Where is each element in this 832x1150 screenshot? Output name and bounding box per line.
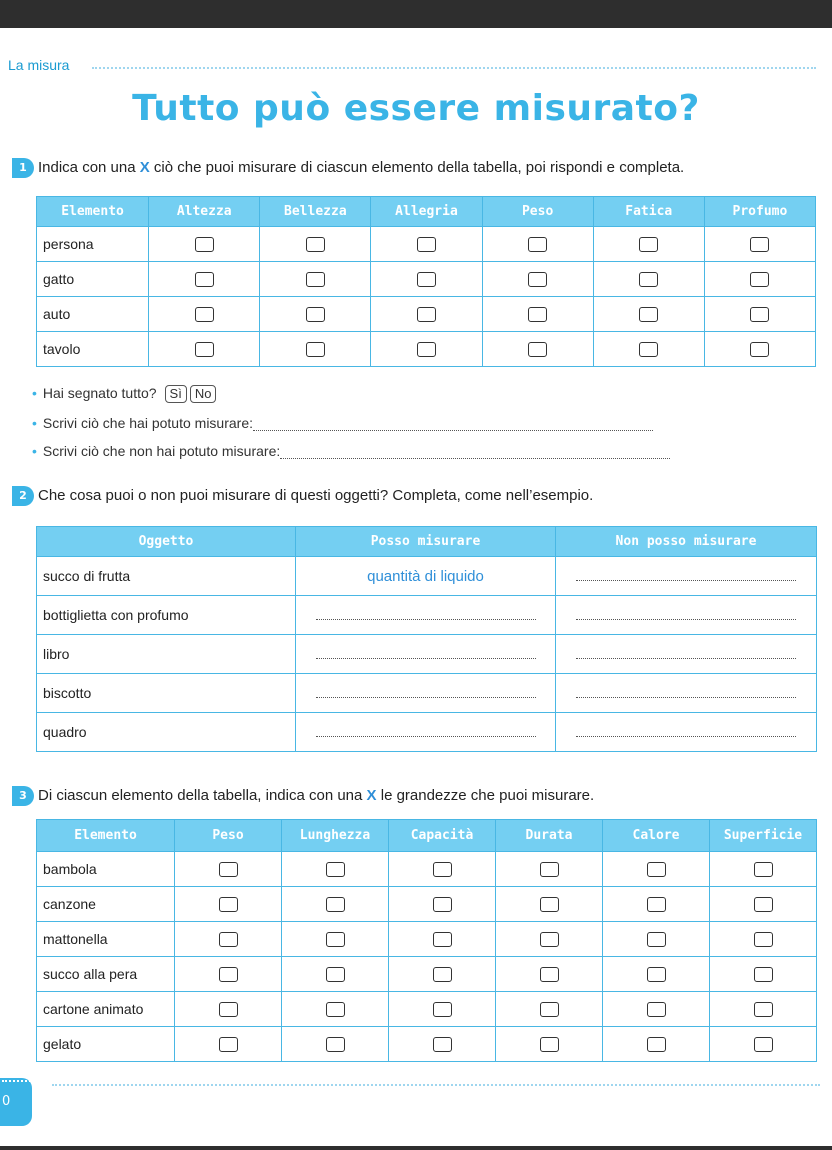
footer-divider bbox=[52, 1084, 820, 1086]
checkbox-cell bbox=[603, 1027, 710, 1062]
checkbox[interactable] bbox=[195, 307, 214, 322]
checkbox[interactable] bbox=[306, 342, 325, 357]
checkbox-cell bbox=[710, 957, 817, 992]
section-divider bbox=[92, 67, 816, 69]
checkbox-cell bbox=[710, 922, 817, 957]
column-header: Calore bbox=[603, 820, 710, 852]
checkbox-cell bbox=[496, 887, 603, 922]
checkbox[interactable] bbox=[540, 967, 559, 982]
checkbox-cell bbox=[149, 332, 260, 367]
checkbox[interactable] bbox=[754, 967, 773, 982]
checkbox-cell bbox=[175, 992, 282, 1027]
checkbox[interactable] bbox=[326, 1002, 345, 1017]
checkbox[interactable] bbox=[417, 237, 436, 252]
checkbox[interactable] bbox=[639, 342, 658, 357]
checkbox-cell bbox=[175, 852, 282, 887]
row-label: cartone animato bbox=[37, 992, 175, 1027]
checkbox-cell bbox=[149, 297, 260, 332]
checkbox[interactable] bbox=[433, 932, 452, 947]
checkbox-cell bbox=[496, 1027, 603, 1062]
checkbox[interactable] bbox=[647, 967, 666, 982]
table-row bbox=[37, 922, 817, 957]
answer-cell[interactable] bbox=[296, 635, 556, 674]
table-row bbox=[37, 887, 817, 922]
checkbox-cell bbox=[371, 227, 482, 262]
object-name: biscotto bbox=[37, 674, 296, 713]
checkbox-cell bbox=[593, 262, 704, 297]
checkbox-cell bbox=[710, 887, 817, 922]
checkbox[interactable] bbox=[219, 897, 238, 912]
object-name: quadro bbox=[37, 713, 296, 752]
column-header: Elemento bbox=[37, 197, 149, 227]
example-answer bbox=[296, 557, 556, 596]
answer-cell[interactable] bbox=[556, 635, 817, 674]
table-row bbox=[37, 297, 816, 332]
yes-option[interactable]: Sì bbox=[165, 385, 187, 403]
checkbox[interactable] bbox=[306, 307, 325, 322]
checkbox[interactable] bbox=[639, 307, 658, 322]
top-bar bbox=[0, 0, 832, 28]
checkbox[interactable] bbox=[754, 932, 773, 947]
column-header: Capacità bbox=[389, 820, 496, 852]
column-header: Peso bbox=[482, 197, 593, 227]
checkbox[interactable] bbox=[433, 967, 452, 982]
checkbox[interactable] bbox=[540, 1002, 559, 1017]
checkbox-cell bbox=[704, 262, 815, 297]
column-header: Allegria bbox=[371, 197, 482, 227]
answer-line[interactable] bbox=[576, 650, 796, 659]
exercise-3-table bbox=[36, 819, 817, 1062]
table-row bbox=[37, 332, 816, 367]
page-number-tab: 0 bbox=[0, 1078, 32, 1126]
answer-line[interactable] bbox=[253, 420, 653, 431]
table-row bbox=[37, 957, 817, 992]
checkbox-cell bbox=[282, 992, 389, 1027]
row-label: gelato bbox=[37, 1027, 175, 1062]
checkbox[interactable] bbox=[528, 272, 547, 287]
answer-line[interactable] bbox=[316, 728, 536, 737]
checkbox[interactable] bbox=[219, 862, 238, 877]
column-header: Superficie bbox=[710, 820, 817, 852]
checkbox[interactable] bbox=[326, 862, 345, 877]
checkbox-cell bbox=[593, 297, 704, 332]
checkbox[interactable] bbox=[528, 307, 547, 322]
checkbox[interactable] bbox=[639, 237, 658, 252]
checkbox-cell bbox=[260, 262, 371, 297]
checkbox[interactable] bbox=[540, 897, 559, 912]
checkbox-cell bbox=[389, 852, 496, 887]
checkbox[interactable] bbox=[540, 1037, 559, 1052]
row-label: auto bbox=[37, 297, 149, 332]
exercise-2-instruction: Che cosa puoi o non puoi misurare di questi oggetti? Completa, come nell’esempio. bbox=[38, 487, 594, 504]
checkbox-cell bbox=[282, 957, 389, 992]
answer-line[interactable] bbox=[316, 689, 536, 698]
page-title: Tutto può essere misurato? bbox=[132, 88, 700, 129]
checkbox[interactable] bbox=[219, 967, 238, 982]
answer-line[interactable] bbox=[576, 572, 796, 581]
section-label: La misura bbox=[8, 57, 70, 73]
checkbox[interactable] bbox=[647, 1037, 666, 1052]
table-row bbox=[37, 557, 817, 596]
row-label: succo alla pera bbox=[37, 957, 175, 992]
checkbox[interactable] bbox=[326, 897, 345, 912]
checkbox[interactable] bbox=[306, 237, 325, 252]
checkbox[interactable] bbox=[750, 272, 769, 287]
checkbox-cell bbox=[282, 852, 389, 887]
footer-tab-dots bbox=[2, 1080, 50, 1082]
checkbox-cell bbox=[260, 227, 371, 262]
checkbox-cell bbox=[260, 297, 371, 332]
object-name: libro bbox=[37, 635, 296, 674]
table-row bbox=[37, 262, 816, 297]
checkbox-cell bbox=[704, 297, 815, 332]
checkbox-cell bbox=[282, 887, 389, 922]
table-row bbox=[37, 713, 817, 752]
bottom-bar bbox=[0, 1146, 832, 1150]
answer-cell[interactable] bbox=[556, 713, 817, 752]
answer-cell[interactable] bbox=[296, 713, 556, 752]
checkbox-cell bbox=[175, 957, 282, 992]
x-mark: X bbox=[366, 787, 377, 804]
checkbox-cell bbox=[482, 227, 593, 262]
column-header: Fatica bbox=[593, 197, 704, 227]
checkbox[interactable] bbox=[219, 1037, 238, 1052]
checkbox[interactable] bbox=[647, 862, 666, 877]
column-header: Lunghezza bbox=[282, 820, 389, 852]
checkbox-cell bbox=[389, 1027, 496, 1062]
checkbox-cell bbox=[149, 262, 260, 297]
row-label: canzone bbox=[37, 887, 175, 922]
checkbox-cell bbox=[175, 1027, 282, 1062]
checkbox[interactable] bbox=[754, 1037, 773, 1052]
question-misurare: • Scrivi ciò che hai potuto misurare: bbox=[32, 415, 653, 431]
question-segnato: • Hai segnato tutto? Sì No bbox=[32, 385, 216, 403]
row-label: tavolo bbox=[37, 332, 149, 367]
row-label: bambola bbox=[37, 852, 175, 887]
checkbox[interactable] bbox=[528, 237, 547, 252]
checkbox-cell bbox=[260, 332, 371, 367]
example-answer-text: quantità di liquido bbox=[367, 567, 484, 585]
checkbox-cell bbox=[175, 922, 282, 957]
checkbox[interactable] bbox=[433, 1002, 452, 1017]
checkbox-cell bbox=[282, 922, 389, 957]
checkbox[interactable] bbox=[540, 932, 559, 947]
exercise-2-table bbox=[36, 526, 817, 752]
checkbox[interactable] bbox=[417, 272, 436, 287]
checkbox-cell bbox=[496, 852, 603, 887]
answer-cell[interactable] bbox=[556, 557, 817, 596]
table-row bbox=[37, 852, 817, 887]
checkbox[interactable] bbox=[754, 897, 773, 912]
checkbox-cell bbox=[603, 957, 710, 992]
checkbox-cell bbox=[603, 887, 710, 922]
table-row bbox=[37, 596, 817, 635]
checkbox[interactable] bbox=[754, 1002, 773, 1017]
checkbox[interactable] bbox=[647, 897, 666, 912]
checkbox[interactable] bbox=[417, 342, 436, 357]
checkbox-cell bbox=[175, 887, 282, 922]
checkbox[interactable] bbox=[326, 932, 345, 947]
checkbox-cell bbox=[482, 297, 593, 332]
column-header: Altezza bbox=[149, 197, 260, 227]
checkbox[interactable] bbox=[528, 342, 547, 357]
checkbox-cell bbox=[593, 227, 704, 262]
answer-line[interactable] bbox=[316, 650, 536, 659]
checkbox-cell bbox=[389, 992, 496, 1027]
checkbox-cell bbox=[496, 922, 603, 957]
checkbox[interactable] bbox=[754, 862, 773, 877]
checkbox-cell bbox=[704, 227, 815, 262]
checkbox[interactable] bbox=[433, 1037, 452, 1052]
question-non-misurare: • Scrivi ciò che non hai potuto misurare: bbox=[32, 443, 670, 459]
checkbox[interactable] bbox=[417, 307, 436, 322]
checkbox[interactable] bbox=[195, 237, 214, 252]
checkbox-cell bbox=[603, 922, 710, 957]
checkbox-cell bbox=[482, 332, 593, 367]
checkbox[interactable] bbox=[540, 862, 559, 877]
checkbox[interactable] bbox=[219, 932, 238, 947]
checkbox-cell bbox=[389, 887, 496, 922]
checkbox[interactable] bbox=[433, 897, 452, 912]
exercise-2-number: 2 bbox=[12, 486, 34, 506]
checkbox[interactable] bbox=[306, 272, 325, 287]
checkbox-cell bbox=[704, 332, 815, 367]
checkbox-cell bbox=[371, 332, 482, 367]
answer-line[interactable] bbox=[280, 448, 670, 459]
x-mark: X bbox=[139, 159, 150, 176]
column-header: Bellezza bbox=[260, 197, 371, 227]
row-label: gatto bbox=[37, 262, 149, 297]
answer-cell[interactable] bbox=[556, 596, 817, 635]
checkbox[interactable] bbox=[219, 1002, 238, 1017]
checkbox[interactable] bbox=[647, 1002, 666, 1017]
checkbox[interactable] bbox=[750, 237, 769, 252]
checkbox-cell bbox=[603, 992, 710, 1027]
checkbox[interactable] bbox=[639, 272, 658, 287]
checkbox[interactable] bbox=[326, 967, 345, 982]
row-label: mattonella bbox=[37, 922, 175, 957]
answer-line[interactable] bbox=[576, 689, 796, 698]
table-row bbox=[37, 1027, 817, 1062]
checkbox[interactable] bbox=[195, 342, 214, 357]
answer-line[interactable] bbox=[316, 611, 536, 620]
object-name: succo di frutta bbox=[37, 557, 296, 596]
table-row bbox=[37, 227, 816, 262]
answer-line[interactable] bbox=[576, 611, 796, 620]
exercise-1-instruction: Indica con una X ciò che puoi misurare di ciascun elemento della tabella, poi rispondi e completa. bbox=[38, 159, 685, 176]
answer-cell[interactable] bbox=[296, 596, 556, 635]
column-header: Non posso misurare bbox=[556, 527, 817, 557]
checkbox-cell bbox=[149, 227, 260, 262]
checkbox-cell bbox=[371, 262, 482, 297]
answer-cell[interactable] bbox=[296, 674, 556, 713]
checkbox-cell bbox=[371, 297, 482, 332]
checkbox-cell bbox=[482, 262, 593, 297]
table-row bbox=[37, 992, 817, 1027]
column-header: Durata bbox=[496, 820, 603, 852]
checkbox-cell bbox=[710, 992, 817, 1027]
no-option[interactable]: No bbox=[190, 385, 217, 403]
checkbox-cell bbox=[710, 1027, 817, 1062]
answer-cell[interactable] bbox=[556, 674, 817, 713]
checkbox-cell bbox=[282, 1027, 389, 1062]
checkbox-cell bbox=[389, 922, 496, 957]
column-header: Posso misurare bbox=[296, 527, 556, 557]
column-header: Elemento bbox=[37, 820, 175, 852]
checkbox[interactable] bbox=[750, 307, 769, 322]
checkbox-cell bbox=[389, 957, 496, 992]
answer-line[interactable] bbox=[576, 728, 796, 737]
checkbox[interactable] bbox=[647, 932, 666, 947]
exercise-1-table bbox=[36, 196, 816, 367]
checkbox-cell bbox=[593, 332, 704, 367]
table-row bbox=[37, 635, 817, 674]
checkbox-cell bbox=[710, 852, 817, 887]
checkbox[interactable] bbox=[195, 272, 214, 287]
column-header: Oggetto bbox=[37, 527, 296, 557]
table-row bbox=[37, 674, 817, 713]
checkbox[interactable] bbox=[750, 342, 769, 357]
checkbox[interactable] bbox=[326, 1037, 345, 1052]
row-label: persona bbox=[37, 227, 149, 262]
exercise-3-instruction: Di ciascun elemento della tabella, indica con una X le grandezze che puoi misurare. bbox=[38, 787, 595, 804]
column-header: Peso bbox=[175, 820, 282, 852]
object-name: bottiglietta con profumo bbox=[37, 596, 296, 635]
column-header: Profumo bbox=[704, 197, 815, 227]
checkbox[interactable] bbox=[433, 862, 452, 877]
checkbox-cell bbox=[603, 852, 710, 887]
exercise-1-number: 1 bbox=[12, 158, 34, 178]
exercise-3-number: 3 bbox=[12, 786, 34, 806]
checkbox-cell bbox=[496, 957, 603, 992]
checkbox-cell bbox=[496, 992, 603, 1027]
